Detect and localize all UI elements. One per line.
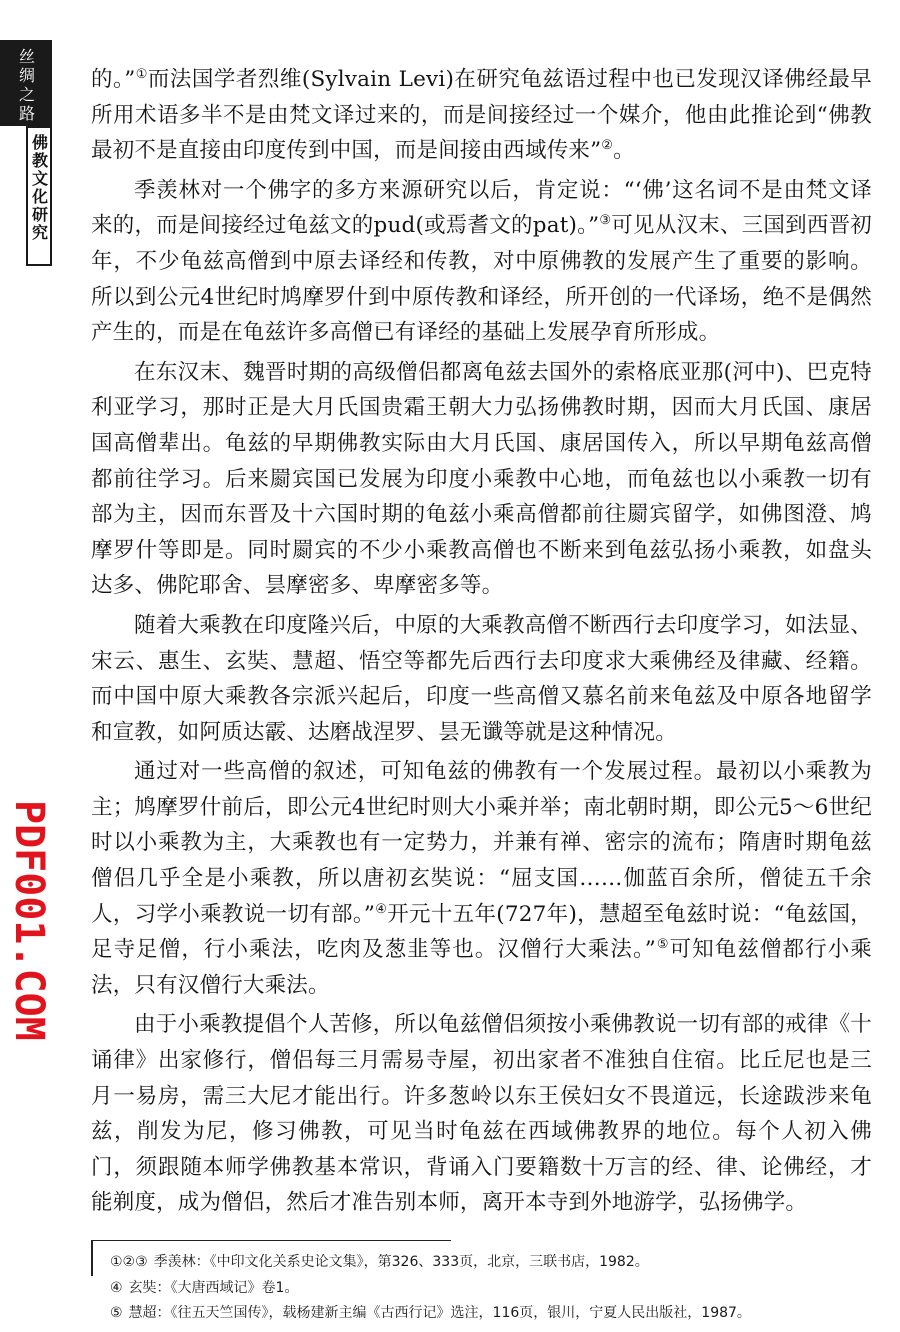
paragraph-text: 的。” bbox=[91, 67, 136, 92]
book-title: 佛教文化研究 bbox=[29, 134, 49, 242]
footnote-text: 季羡林：《中印文化关系史论文集》，第326、333页，北京，三联书店，1982。 bbox=[153, 1254, 649, 1270]
side-tab bbox=[0, 40, 52, 266]
footnote bbox=[110, 1276, 880, 1302]
footnote-mark: ④ bbox=[110, 1279, 123, 1296]
paragraph bbox=[91, 608, 872, 750]
footnotes bbox=[110, 1250, 880, 1327]
paragraph-text: 季羡林对一个佛字的多方来源研究以后，肯定说：“‘佛’这名词不是由梵文译来的，而是间接经过龟兹文的pud(或焉耆文的pat)。” bbox=[91, 177, 872, 239]
paragraph bbox=[91, 1007, 872, 1221]
footnote-ref: ⑤ bbox=[656, 937, 670, 953]
footnote-mark: ⑤ bbox=[110, 1305, 123, 1321]
footnote-text: 慧超：《往五天竺国传》，载杨建新主编《古西行记》选注，116页，银川，宁夏人民出版社，1987。 bbox=[128, 1305, 751, 1321]
footnote-bracket bbox=[91, 1240, 93, 1276]
series-tab bbox=[0, 40, 52, 126]
body-text bbox=[91, 62, 872, 1225]
paragraph bbox=[91, 62, 872, 169]
footnote bbox=[110, 1250, 880, 1276]
paragraph-text: 可见从汉末、三国到西晋初年，不少龟兹高僧到中原去译经和传教，对中原佛教的发展产生了重要的影响。所以到公元4世纪时鸠摩罗什到中原传教和译经，所开创的一代译场，绝不是偶然产生的，而是在龟兹许多高僧已有译经的基础上发展孕育所形成。 bbox=[91, 213, 872, 346]
paragraph bbox=[91, 355, 872, 604]
paragraph-text: 通过对一些高僧的叙述，可知龟兹的佛教有一个发展过程。最初以小乘教为主；鸠摩罗什前后，即公元4世纪时则大小乘并举；南北朝时期，即公元5～6世纪时以小乘教为主，大乘教也有一定势力，并兼有禅、密宗的流布；隋唐时期龟兹僧侣几乎全是小乘教，所以唐初玄奘说：“屈支国……伽蓝百余所，僧徒五千余人，习学小乘教说一切有部。” bbox=[91, 759, 872, 927]
paragraph bbox=[91, 173, 872, 351]
paragraph-text: 而法国学者烈维(Sylvain Levi)在研究龟兹语过程中也已发现汉译佛经最早所用术语多半不是由梵文译过来的，而是间接经过一个媒介，他由此推论到“佛教最初不是直接由印度传到中国，而是间接由西域传来” bbox=[91, 67, 872, 164]
series-title: 丝绸之路 bbox=[16, 48, 36, 124]
footnote-divider bbox=[91, 1240, 451, 1241]
paragraph-text: 可知龟兹僧都行小乘法，只有汉僧行大乘法。 bbox=[91, 937, 872, 998]
footnote bbox=[110, 1301, 880, 1327]
footnote-text: 玄奘：《大唐西域记》卷1。 bbox=[128, 1279, 299, 1296]
paragraph-text: 由于小乘教提倡个人苦修，所以龟兹僧侣须按小乘佛教说一切有部的戒律《十诵律》出家修行，僧侣每三月需易寺屋，初出家者不准独自住宿。比丘尼也是三月一易房，需三大尼才能出行。许多葱岭以东王侯妇女不畏道远，长途跋涉来龟兹，削发为尼，修习佛教，可见当时龟兹在西域佛教界的地位。每个人初入佛门，须跟随本师学佛教基本常识，背诵入门要籍数十万言的经、律、论佛经，才能剃度，成为僧侣，然后才准告别本师，离开本寺到外地游学，弘扬佛学。 bbox=[91, 1012, 872, 1216]
paragraph-text: 在东汉末、魏晋时期的高级僧侣都离龟兹去国外的索格底亚那(河中)、巴克特利亚学习，那时正是大月氏国贵霜王朝大力弘扬佛教时期，因而大月氏国、康居国高僧辈出。龟兹的早期佛教实际由大月氏国、康居国传入，所以早期龟兹高僧都前往学习。后来罽宾国已发展为印度小乘教中心地，而龟兹也以小乘教一切有部为主，因而东晋及十六国时期的龟兹小乘高僧都前往罽宾留学，如佛图澄、鸠摩罗什等即是。同时罽宾的不少小乘教高僧也不断来到龟兹弘扬小乘教，如盘头达多、佛陀耶舍、昙摩密多、卑摩密多等。 bbox=[91, 359, 872, 599]
footnote-ref: ① bbox=[135, 67, 148, 82]
footnote-ref: ③ bbox=[599, 213, 612, 229]
footnote-ref: ② bbox=[601, 138, 614, 154]
paragraph-text: 。 bbox=[613, 138, 635, 164]
footnote-ref: ④ bbox=[375, 901, 388, 917]
watermark-text: PDF001.COM bbox=[6, 800, 52, 1041]
footnote-mark: ①②③ bbox=[110, 1254, 148, 1270]
paragraph bbox=[91, 754, 872, 1003]
book-tab bbox=[26, 126, 52, 266]
paragraph-text: 开元十五年(727年)，慧超至龟兹时说：“龟兹国，足寺足僧，行小乘法，吃肉及葱韭等也。汉僧行大乘法。” bbox=[91, 901, 872, 963]
paragraph-text: 随着大乘教在印度隆兴后，中原的大乘教高僧不断西行去印度学习，如法显、宋云、惠生、玄奘、慧超、悟空等都先后西行去印度求大乘佛经及律藏、经籍。而中国中原大乘教各宗派兴起后，印度一些高僧又慕名前来龟兹及中原各地留学和宣教，如阿质达霰、达磨战涅罗、昙无谶等就是这种情况。 bbox=[91, 612, 872, 745]
watermark bbox=[6, 800, 52, 1040]
